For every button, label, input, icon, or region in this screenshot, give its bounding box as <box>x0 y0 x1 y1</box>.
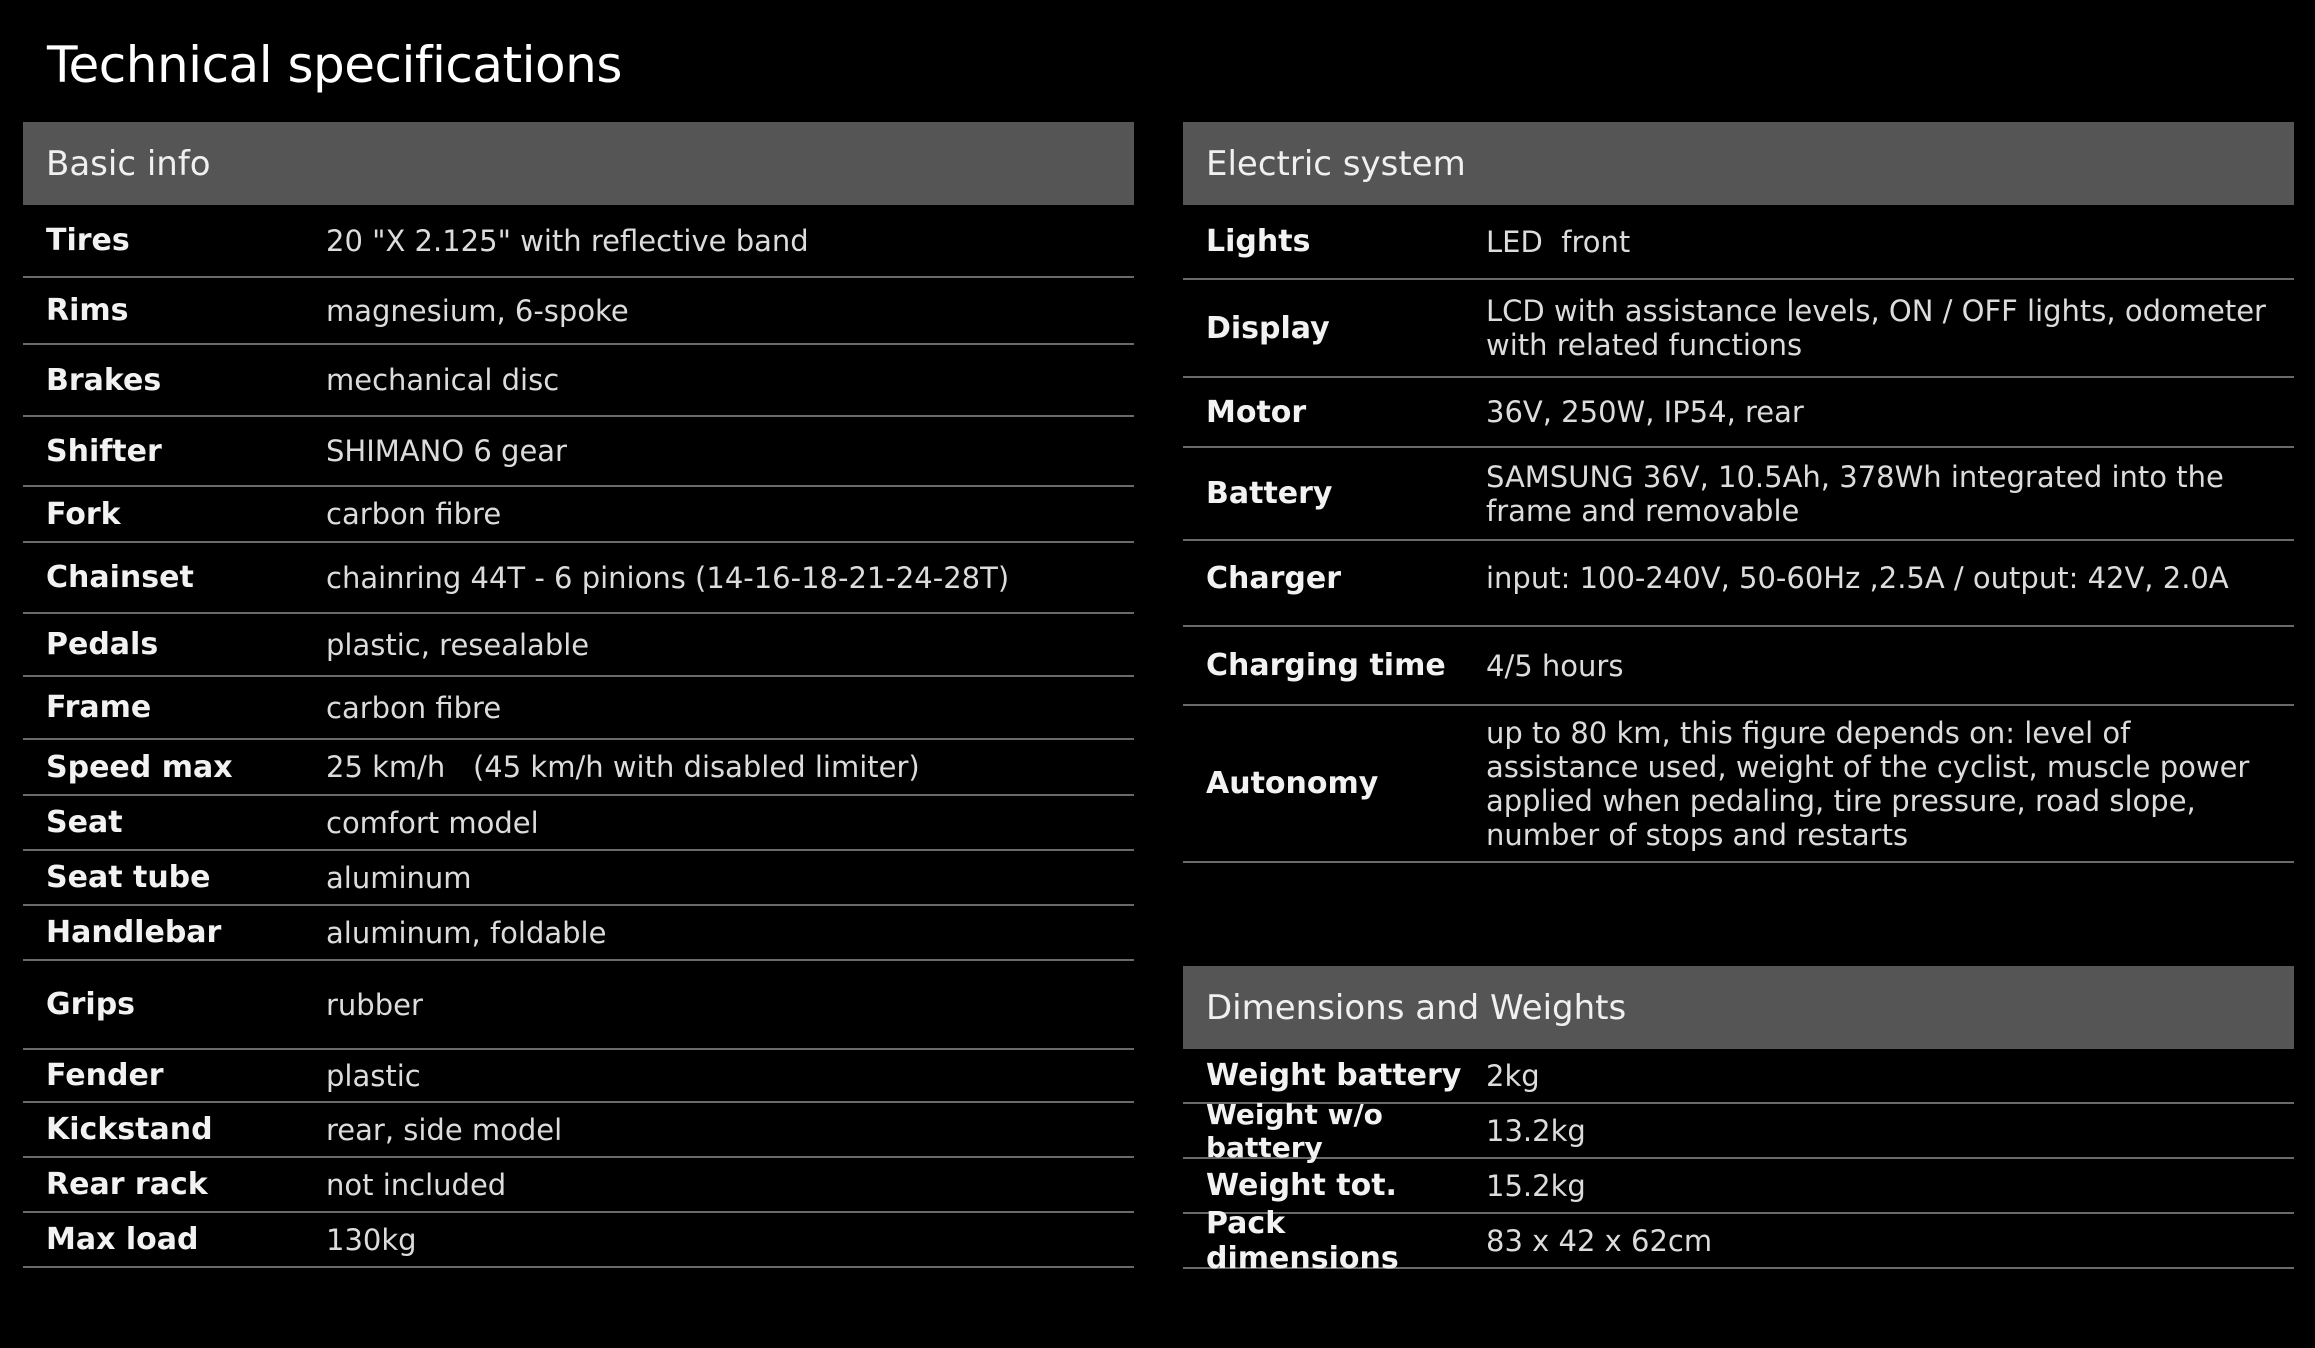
spec-label: Seat <box>46 805 123 840</box>
spec-label: Weight tot. <box>1206 1168 1397 1203</box>
spec-value: 2kg <box>1486 1058 1540 1093</box>
spec-row-motor <box>1183 378 2294 448</box>
spec-value: plastic, resealable <box>326 627 590 662</box>
spec-value: SHIMANO 6 gear <box>326 434 567 468</box>
spec-row-handlebar <box>23 906 1134 961</box>
spec-value: aluminum <box>326 860 472 895</box>
spec-row-lights <box>1183 205 2294 280</box>
spec-label: Tires <box>46 223 130 258</box>
spec-value: LED front <box>1486 224 1631 259</box>
spec-row-speed-max <box>23 740 1134 796</box>
basic-info-panel <box>23 122 1134 1268</box>
spec-label: Weight w/o battery <box>1206 1097 1383 1164</box>
spec-value: up to 80 km, this figure depends on: level of assistance used, weight of the cyclist, muscle power applied when pedaling, tire pressure, road slope, number of stops and restarts <box>1486 715 2250 852</box>
spec-row-grips <box>23 961 1134 1050</box>
spec-row-charging-time <box>1183 627 2294 706</box>
spec-label: Fender <box>46 1058 164 1093</box>
electric-system-panel <box>1183 122 2294 863</box>
spec-row-shifter <box>23 417 1134 487</box>
spec-label: Fork <box>46 496 121 532</box>
spec-row-frame <box>23 677 1134 740</box>
spec-value: comfort model <box>326 805 539 840</box>
spec-label: Max load <box>46 1222 199 1257</box>
spec-row-max-load <box>23 1213 1134 1268</box>
spec-label: Speed max <box>46 749 233 785</box>
spec-label: Display <box>1206 310 1330 346</box>
spec-value: chainring 44T - 6 pinions (14-16-18-21-24-28T) <box>326 560 1010 595</box>
spec-label: Chainset <box>46 560 194 595</box>
spec-label: Frame <box>46 690 152 725</box>
spec-label: Motor <box>1206 394 1307 430</box>
spec-value: aluminum, foldable <box>326 915 607 950</box>
spec-value: 130kg <box>326 1222 417 1257</box>
spec-label: Seat tube <box>46 860 211 895</box>
spec-row-autonomy <box>1183 706 2294 863</box>
spec-label: Lights <box>1206 224 1311 259</box>
spec-label: Rims <box>46 293 129 328</box>
spec-row-charger <box>1183 541 2294 627</box>
spec-value: 36V, 250W, IP54, rear <box>1486 395 1804 429</box>
spec-value: 25 km/h (45 km/h with disabled limiter) <box>326 750 920 784</box>
spec-label: Pedals <box>46 627 159 662</box>
spec-label: Brakes <box>46 362 162 398</box>
spec-label: Charging time <box>1206 648 1446 683</box>
spec-label: Pack dimensions <box>1206 1205 1399 1276</box>
electric-system-header: Electric system <box>1183 122 2294 205</box>
spec-label: Weight battery <box>1206 1058 1462 1093</box>
spec-row-weight-battery <box>1183 1049 2294 1104</box>
spec-label: Charger <box>1206 561 1342 596</box>
spec-row-pack-dimensions <box>1183 1205 2294 1276</box>
spec-row-rims <box>23 278 1134 345</box>
spec-value: SAMSUNG 36V, 10.5Ah, 378Wh integrated into the frame and removable <box>1486 459 2224 528</box>
spec-row-weight-without-battery <box>1183 1097 2294 1164</box>
spec-row-display <box>1183 280 2294 378</box>
spec-label: Grips <box>46 987 136 1022</box>
spec-label: Battery <box>1206 476 1333 511</box>
spec-value: plastic <box>326 1058 421 1093</box>
spec-value: rear, side model <box>326 1112 563 1147</box>
spec-row-tires <box>23 205 1134 278</box>
page-title: Technical specifications <box>47 36 622 94</box>
spec-value: mechanical disc <box>326 363 560 397</box>
spec-label: Kickstand <box>46 1112 213 1147</box>
spec-label: Shifter <box>46 433 162 469</box>
spec-row-seat-tube <box>23 851 1134 906</box>
spec-value: not included <box>326 1167 507 1202</box>
spec-value: 83 x 42 x 62cm <box>1486 1223 1713 1258</box>
dimensions-weights-panel <box>1183 966 2294 1276</box>
spec-label: Autonomy <box>1206 766 1379 801</box>
spec-row-pedals <box>23 614 1134 677</box>
spec-row-seat <box>23 796 1134 851</box>
basic-info-header: Basic info <box>23 122 1134 205</box>
spec-value: input: 100-240V, 50-60Hz ,2.5A / output: 42V, 2.0A <box>1486 561 2229 595</box>
spec-value: magnesium, 6-spoke <box>326 293 629 328</box>
spec-row-brakes <box>23 345 1134 417</box>
spec-value: LCD with assistance levels, ON / OFF lights, odometer with related functions <box>1486 294 2266 362</box>
spec-value: carbon fibre <box>326 497 502 531</box>
spec-row-chainset <box>23 543 1134 614</box>
spec-value: 15.2kg <box>1486 1168 1586 1203</box>
spec-value: 13.2kg <box>1486 1113 1586 1148</box>
spec-value: rubber <box>326 987 423 1022</box>
spec-row-battery <box>1183 448 2294 541</box>
spec-label: Handlebar <box>46 915 222 950</box>
spec-value: 4/5 hours <box>1486 648 1624 683</box>
spec-label: Rear rack <box>46 1167 208 1202</box>
spec-row-rear-rack <box>23 1158 1134 1213</box>
spec-row-fork <box>23 487 1134 543</box>
spec-value: carbon fibre <box>326 690 502 725</box>
dimensions-weights-header: Dimensions and Weights <box>1183 966 2294 1049</box>
spec-row-fender <box>23 1050 1134 1103</box>
spec-value: 20 "X 2.125" with reflective band <box>326 223 809 258</box>
spec-row-kickstand <box>23 1103 1134 1158</box>
